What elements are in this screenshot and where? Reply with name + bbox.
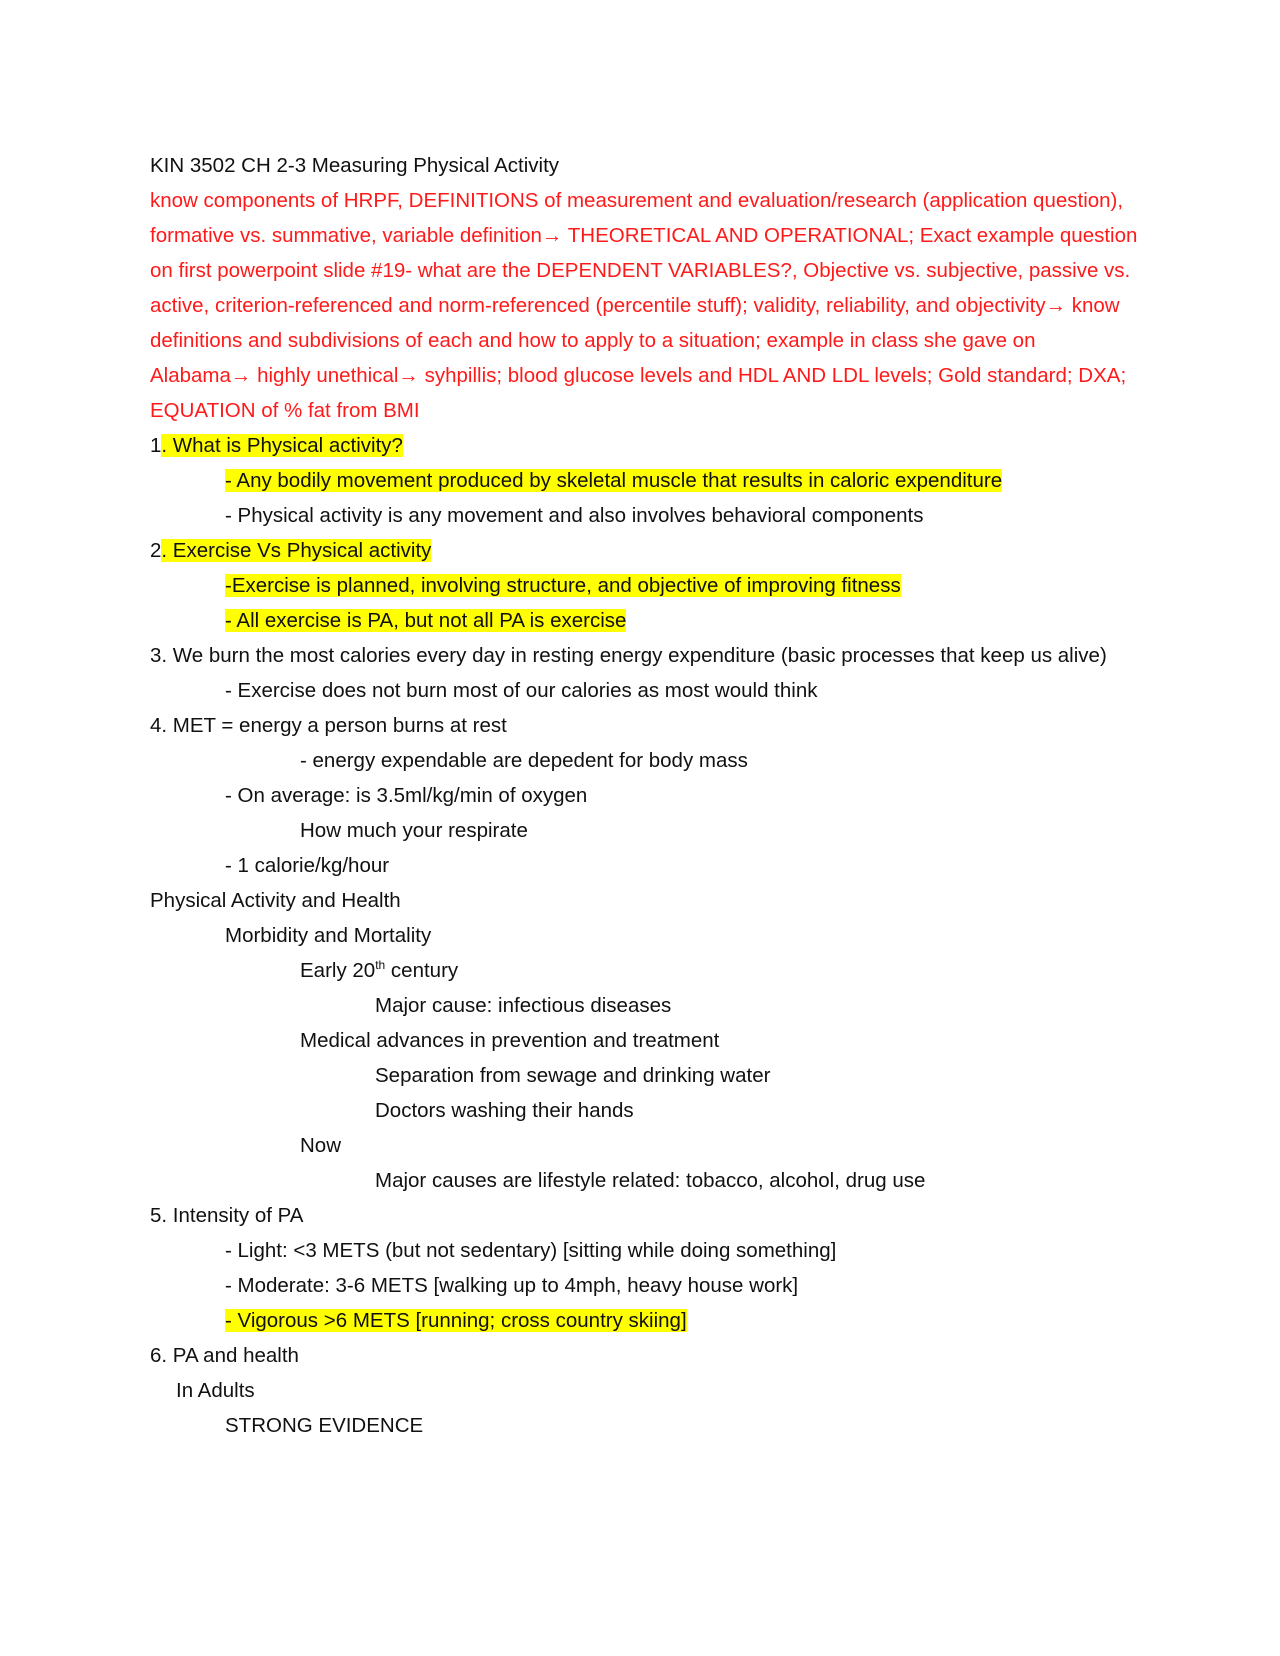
- q1-note: - Physical activity is any movement and also involves behavioral components: [225, 504, 924, 527]
- cause-infectious: Major cause: infectious diseases: [375, 994, 672, 1017]
- strong-evidence: STRONG EVIDENCE: [225, 1414, 424, 1437]
- q1-number: 1: [150, 434, 162, 457]
- early-century: Early 20th century: [300, 958, 459, 982]
- health-heading: Physical Activity and Health: [150, 889, 401, 912]
- medical-advances: Medical advances in prevention and treatment: [300, 1029, 720, 1052]
- q3-heading: 3. We burn the most calories every day in resting energy expenditure (basic processes that keep us alive): [150, 644, 1107, 667]
- q4-point-a: - energy expendable are depedent for body mass: [300, 749, 748, 772]
- intensity-vigorous: - Vigorous >6 METS [running; cross country skiing]: [225, 1309, 687, 1332]
- q1-definition: - Any bodily movement produced by skeletal muscle that results in caloric expenditure: [225, 469, 1003, 492]
- now-heading: Now: [300, 1134, 342, 1157]
- q2-heading: [150, 533, 1140, 568]
- morbidity-heading: Morbidity and Mortality: [225, 924, 432, 947]
- document-title: KIN 3502 CH 2-3 Measuring Physical Activity: [150, 154, 560, 177]
- doctors-washing: Doctors washing their hands: [375, 1099, 634, 1122]
- q2-point-a: -Exercise is planned, involving structure, and objective of improving fitness: [225, 574, 901, 597]
- q4-point-b: - On average: is 3.5ml/kg/min of oxygen: [225, 784, 588, 807]
- q1-heading-text: . What is Physical activity?: [161, 434, 403, 457]
- intensity-moderate: - Moderate: 3-6 METS [walking up to 4mph, heavy house work]: [225, 1274, 799, 1297]
- q4-point-d: - 1 calorie/kg/hour: [225, 854, 390, 877]
- q2-number: 2: [150, 539, 162, 562]
- document-body: [150, 148, 1140, 1443]
- q2-heading-text: . Exercise Vs Physical activity: [161, 539, 432, 562]
- q2-point-b: - All exercise is PA, but not all PA is exercise: [225, 609, 627, 632]
- q1-heading: [150, 428, 1140, 463]
- q4-heading: 4. MET = energy a person burns at rest: [150, 714, 507, 737]
- intensity-light: - Light: <3 METS (but not sedentary) [sitting while doing something]: [225, 1239, 837, 1262]
- sewage-separation: Separation from sewage and drinking water: [375, 1064, 771, 1087]
- q6-heading: 6. PA and health: [150, 1344, 299, 1367]
- q4-point-c: How much your respirate: [300, 819, 528, 842]
- q3-point-a: - Exercise does not burn most of our calories as most would think: [225, 679, 818, 702]
- exam-topics-note: know components of HRPF, DEFINITIONS of measurement and evaluation/research (application question), formative vs. summative, variable definition→ THEORETICAL AND OPERATIONAL; Exact example question on first powerpoint slide #19- what are the DEPENDENT VARIABLES?, Objective vs. subjective, passive vs. active, criterion-referenced and norm-referenced (percentile stuff); validity, reliability, and objectivity→ know definitions and subdivisions of each and how to apply to a situation; example in class she gave on Alabama→ highly unethical→ syhpillis; blood glucose levels and HDL AND LDL levels; Gold standard; DXA; EQUATION of % fat from BMI: [150, 189, 1138, 422]
- cause-lifestyle: Major causes are lifestyle related: tobacco, alcohol, drug use: [375, 1169, 926, 1192]
- adults-heading: In Adults: [176, 1379, 255, 1402]
- q5-heading: 5. Intensity of PA: [150, 1204, 304, 1227]
- superscript-th: th: [375, 958, 386, 973]
